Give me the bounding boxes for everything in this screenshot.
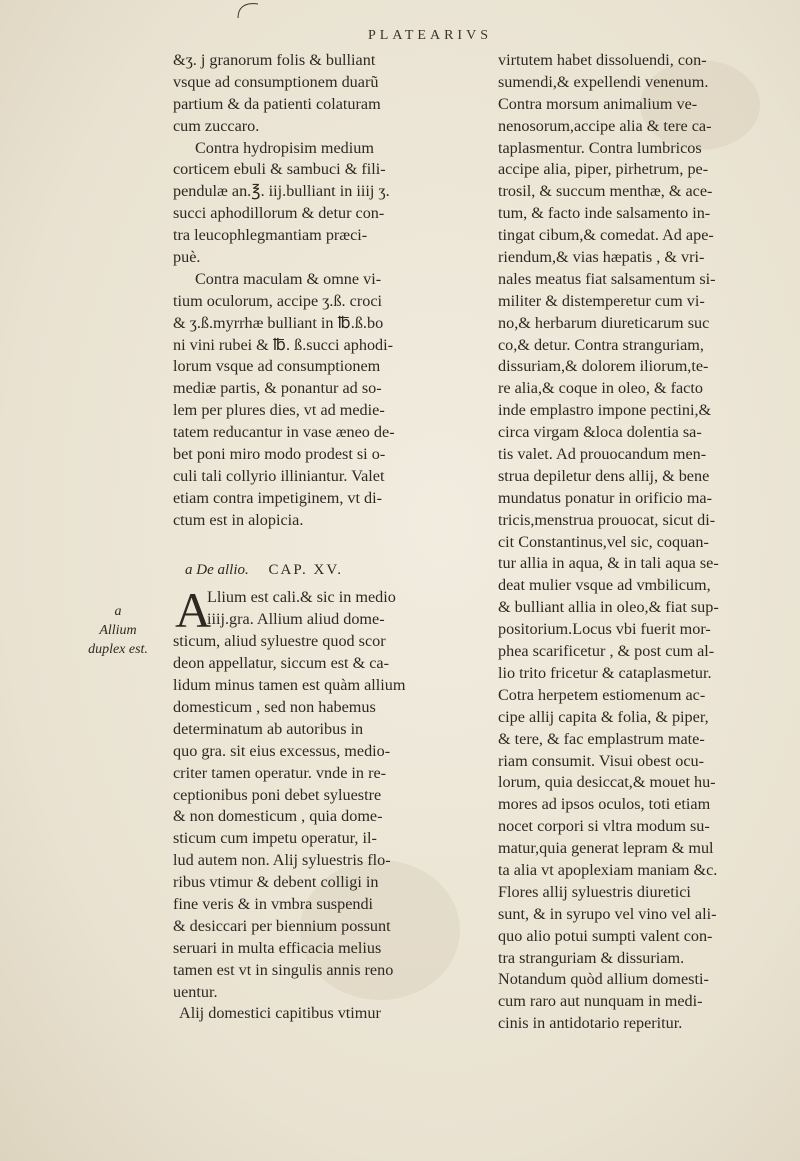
running-head — [0, 28, 800, 44]
text-line: lem per plures dies, vt ad medie- — [173, 401, 385, 420]
text-line: phea scarificetur , & post cum al- — [498, 642, 715, 661]
text-line: Flores allij syluestris diuretici — [498, 882, 691, 901]
running-head-text: PLATEARIVS — [367, 28, 492, 43]
text-line: tis valet. Ad prouocandum men- — [498, 445, 707, 464]
text-line: determinatum ab autoribus in — [173, 719, 364, 738]
text-line: Alij domestici capitibus vtimur — [179, 1004, 381, 1023]
text-line: iiij.gra. Allium aliud dome- — [207, 610, 385, 629]
text-line: quo alio potui sumpti valent con- — [498, 926, 713, 945]
text-line: nales meatus fiat salsamentum si- — [498, 269, 716, 288]
drop-cap: A — [175, 582, 212, 639]
text-line: trosil, & succum menthæ, & ace- — [498, 182, 713, 201]
page-tear-mark — [236, 0, 260, 24]
text-line: strua depiletur dens allij, & bene — [498, 466, 710, 485]
text-line: etiam contra impetiginem, vt di- — [173, 488, 383, 507]
text-line: militer & distemperetur cum vi- — [498, 291, 705, 310]
text-line: succi aphodillorum & detur con- — [173, 204, 385, 223]
text-line: fine veris & in vmbra suspendi — [173, 894, 374, 913]
text-line: vsque ad consumptionem duarũ — [173, 72, 379, 91]
text-line: bet poni miro modo prodest si o- — [173, 445, 386, 464]
text-line: corticem ebuli & sambuci & fili- — [173, 160, 386, 179]
text-line: Cotra herpetem estiomenum ac- — [498, 685, 706, 704]
text-line: tum, & facto inde salsamento in- — [498, 204, 711, 223]
text-line: sticum, aliud syluestre quod scor — [173, 632, 386, 651]
text-line: ribus vtimur & debent colligi in — [173, 873, 379, 892]
text-line: riendum,& vias hæpatis , & vri- — [498, 248, 705, 267]
text-line: ctum est in alopicia. — [173, 510, 304, 529]
text-line: ta alia vt apoplexiam maniam &c. — [498, 860, 718, 879]
text-line: & ʒ.ß.myrrhæ bulliant in ℔.ß.bo — [173, 313, 384, 332]
text-line: mediæ partis, & ponantur ad so- — [173, 379, 382, 398]
text-line: tur allia in aqua, & in tali aqua se- — [498, 554, 719, 573]
margin-note — [78, 602, 158, 659]
text-line: Contra hydropisim medium — [195, 138, 374, 157]
margin-note-line: duplex est. — [88, 642, 148, 657]
text-line: puè. — [173, 248, 201, 267]
drop-cap-lines — [173, 582, 473, 639]
text-line: uentur. — [173, 982, 218, 1001]
text-line: positorium.Locus vbi fuerit mor- — [498, 620, 711, 639]
chapter-marker: a — [185, 562, 193, 579]
text-line: virtutem habet dissoluendi, con- — [498, 51, 707, 69]
left-column — [173, 50, 473, 1025]
text-line: tamen est vt in singulis annis reno — [173, 960, 394, 979]
text-line: riam consumit. Visui obest ocu- — [498, 751, 704, 770]
text-line: Notandum quòd allium domesti- — [498, 970, 709, 989]
text-line: cipe allij capita & folia, & piper, — [498, 707, 709, 726]
text-line: criter tamen operatur. vnde in re- — [173, 763, 387, 782]
margin-note-letter: a — [114, 604, 122, 619]
text-line: &ʒ. j granorum folis & bulliant — [173, 51, 376, 69]
text-line: Contra morsum animalium ve- — [498, 94, 698, 113]
text-line: tra leucophlegmantiam præci- — [173, 226, 368, 245]
text-line: inde emplastro impone pectini,& — [498, 401, 712, 420]
text-line: ni vini rubei & ℔. ß.succi aphodi- — [173, 335, 394, 354]
text-line: seruari in multa efficacia melius — [173, 938, 382, 957]
right-column — [498, 50, 790, 1035]
text-line: tium oculorum, accipe ʒ.ß. croci — [173, 291, 383, 310]
text-line: nenosorum,accipe alia & tere ca- — [498, 116, 712, 135]
right-column-body — [498, 50, 790, 1035]
chapter-title — [185, 562, 253, 578]
text-line: no,& herbarum diureticarum suc — [498, 313, 710, 332]
text-line: sunt, & in syrupo vel vino vel ali- — [498, 904, 717, 923]
text-line: dissuriam,& dolorem iliorum,te- — [498, 357, 709, 376]
text-line: circa virgam &loca dolentia sa- — [498, 423, 702, 442]
text-line: lorum, quia desiccat,& mouet hu- — [498, 773, 716, 792]
text-line: culi tali collyrio illiniantur. Valet — [173, 466, 385, 485]
text-line: tatem reducantur in vase æneo de- — [173, 423, 395, 442]
text-line: Llium est cali.& sic in medio — [207, 588, 396, 607]
text-line: mundatus ponatur in orificio ma- — [498, 488, 712, 507]
text-line: & non domesticum , quia dome- — [173, 807, 383, 826]
text-line: lorum vsque ad consumptionem — [173, 357, 381, 376]
text-line: accipe alia, piper, pirhetrum, pe- — [498, 160, 709, 179]
chapter-title-text: De allio. — [196, 562, 249, 579]
text-line: & tere, & fac emplastrum mate- — [498, 729, 705, 748]
left-column-chapter-body — [173, 631, 473, 1025]
text-line: pendulæ an.℥. iij.bulliant in iiij ʒ. — [173, 182, 390, 201]
text-line: & desiccari per biennium possunt — [173, 916, 391, 935]
text-line: sumendi,& expellendi venenum. — [498, 72, 709, 91]
spacer — [173, 532, 473, 554]
text-line: partium & da patienti colaturam — [173, 94, 381, 113]
text-line: mores ad ipsos oculos, toti etiam — [498, 795, 711, 814]
text-line: & bulliant allia in oleo,& fiat sup- — [498, 598, 719, 617]
text-line: matur,quia generat lepram & mul — [498, 839, 714, 858]
text-line: ceptionibus poni debet syluestre — [173, 785, 382, 804]
text-line: deon appellatur, siccum est & ca- — [173, 654, 390, 673]
text-line: tingat cibum,& comedat. Ad ape- — [498, 226, 714, 245]
text-line: domesticum , sed non habemus — [173, 697, 376, 716]
chapter-heading — [173, 553, 473, 587]
chapter-label: CAP. XV. — [268, 562, 343, 579]
left-column-body — [173, 50, 473, 532]
text-line: Contra maculam & omne vi- — [195, 269, 382, 288]
text-line: lio trito fricetur & cataplasmetur. — [498, 663, 712, 682]
text-line: lidum minus tamen est quàm allium — [173, 676, 406, 695]
text-line: deat mulier vsque ad vmbilicum, — [498, 576, 711, 595]
text-line: nocet corpori si vltra modum su- — [498, 817, 710, 836]
text-line: tricis,menstrua prouocat, sicut di- — [498, 510, 716, 529]
text-line: sticum cum impetu operatur, il- — [173, 829, 377, 848]
text-line: cit Constantinus,vel sic, coquan- — [498, 532, 709, 551]
text-line: taplasmentur. Contra lumbricos — [498, 138, 702, 157]
text-line: tra stranguriam & dissuriam. — [498, 948, 685, 967]
text-line: cum zuccaro. — [173, 116, 260, 135]
text-line: quo gra. sit eius excessus, medio- — [173, 741, 391, 760]
chapter-opening — [173, 582, 473, 639]
text-line: lud autem non. Alij syluestris flo- — [173, 851, 391, 870]
text-line: cinis in antidotario reperitur. — [498, 1014, 683, 1033]
text-line: cum raro aut nunquam in medi- — [498, 992, 703, 1011]
text-line: co,& detur. Contra stranguriam, — [498, 335, 704, 354]
text-line: re alia,& coque in oleo, & facto — [498, 379, 703, 398]
margin-note-line: Allium — [99, 623, 137, 638]
